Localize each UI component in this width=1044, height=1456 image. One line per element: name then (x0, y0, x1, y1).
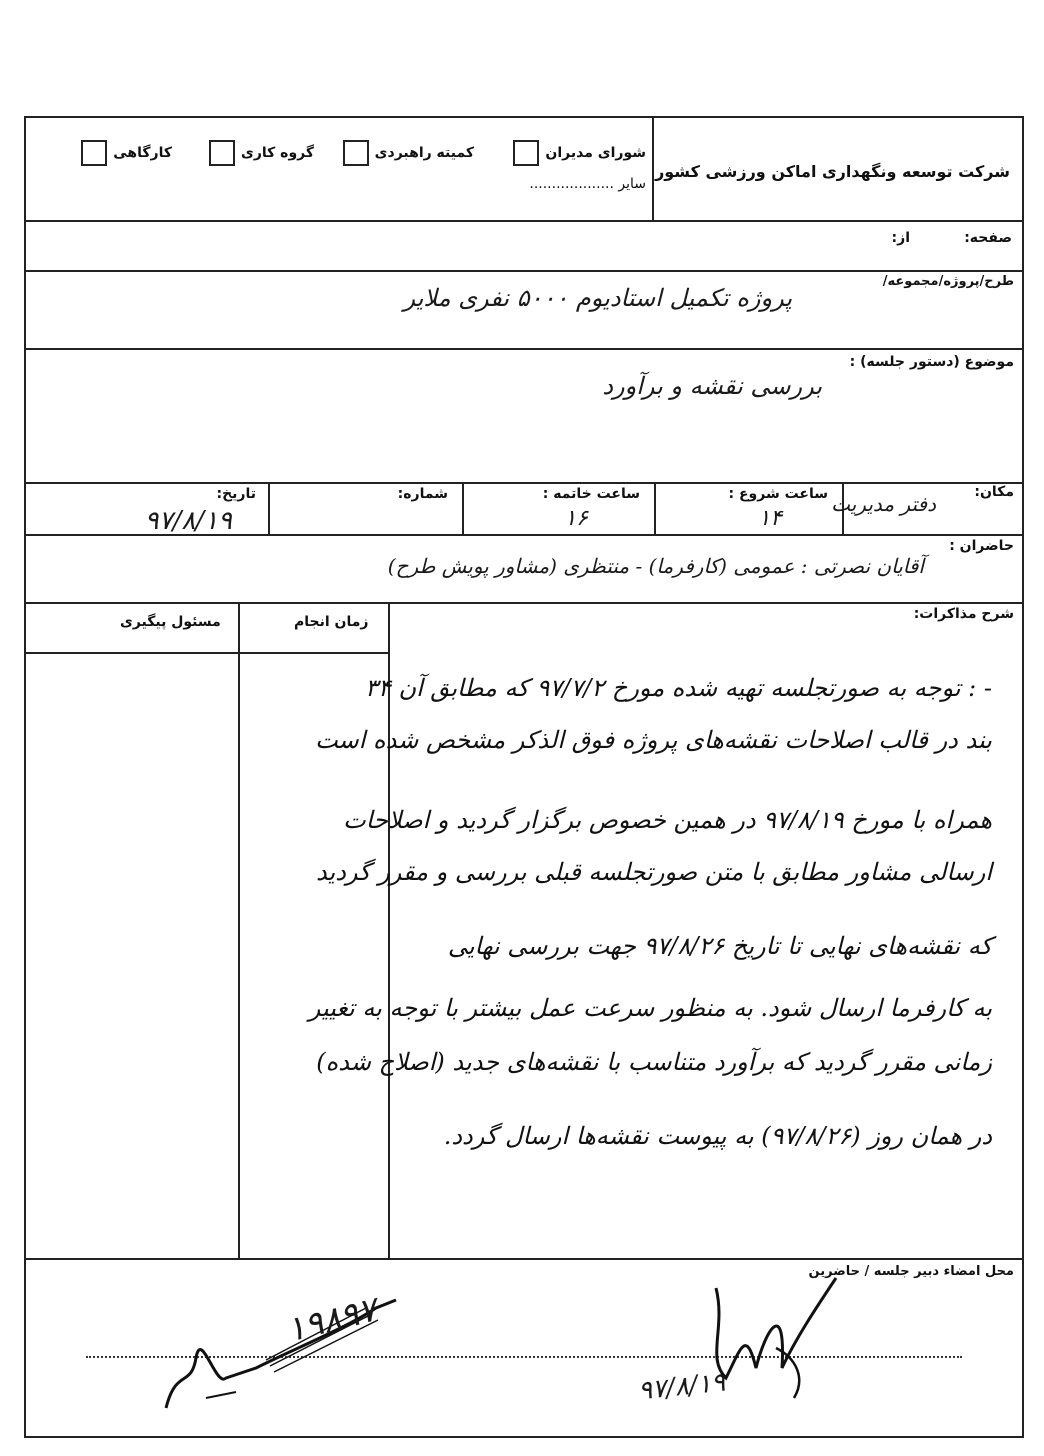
row-divider (26, 602, 1022, 604)
date-label: تاریخ: (216, 486, 256, 502)
row-divider (26, 534, 1022, 536)
discussion-line: - : توجه به صورتجلسه تهیه شده مورخ ۹۷/۷/۲ که مطابق آن ۳۴ (365, 674, 992, 702)
end-time-value: ۱۶ (564, 506, 588, 531)
start-time-value: ۱۴ (758, 506, 782, 531)
signature-left (146, 1268, 486, 1428)
number-label: شماره: (397, 486, 448, 502)
responsible-column-header: مسئول پیگیری (120, 614, 221, 630)
subject-label: موضوع (دستور جلسه) : (849, 354, 1014, 370)
col-divider (462, 482, 464, 534)
checkbox-workshop[interactable] (81, 140, 172, 166)
checkbox-label: کمیته راهبردی (374, 145, 474, 161)
checkbox-label: گروه کاری (241, 145, 314, 161)
checkbox-label: شورای مدیران (545, 145, 646, 161)
checkbox-box[interactable] (81, 140, 107, 166)
minutes-form (24, 116, 1024, 1438)
discussion-line: در همان روز (۹۷/۸/۲۶) به پیوست نقشه‌ها ارسال گردد. (443, 1122, 992, 1150)
place-value: دفتر مدیریت (831, 492, 936, 516)
row-divider (26, 348, 1022, 350)
checkbox-box[interactable] (343, 140, 369, 166)
row-divider (26, 652, 390, 654)
discussion-line: که نقشه‌های نهایی تا تاریخ ۹۷/۸/۲۶ جهت بررسی نهایی (447, 932, 992, 960)
col-divider (654, 482, 656, 534)
attendees-value: آقایان نصرتی : عمومی (کارفرما) - منتظری (مشاور پویش طرح) (387, 554, 924, 578)
discussion-label: شرح مذاکرات: (913, 606, 1014, 622)
row-divider (26, 1258, 1022, 1260)
date-value: ۹۷/۸/۱۹ (144, 506, 232, 536)
checkbox-strategic-committee[interactable] (343, 140, 474, 166)
subject-value: بررسی نقشه و برآورد (602, 372, 822, 400)
signature-number: ۱۹۸۹۷ (282, 1289, 381, 1351)
project-value: پروژه تکمیل استادیوم ۵۰۰۰ نفری ملایر (403, 284, 792, 312)
project-label: طرح/پروژه/مجموعه/ (882, 274, 1014, 289)
checkbox-working-group[interactable] (209, 140, 314, 166)
row-divider (26, 220, 1022, 222)
page-label: صفحه: (964, 230, 1012, 246)
checkbox-board-of-directors[interactable] (513, 140, 646, 166)
discussion-line: به کارفرما ارسال شود. به منظور سرعت عمل بیشتر با توجه به تغییر (308, 994, 992, 1022)
from-label: از: (891, 230, 910, 246)
checkbox-label: کارگاهی (113, 145, 172, 161)
discussion-line: ارسالی مشاور مطابق با متن صورتجلسه قبلی بررسی و مقرر گردید (315, 858, 992, 886)
other-label: سایر ................... (529, 176, 646, 192)
row-divider (26, 482, 1022, 484)
attendees-label: حاضران : (949, 538, 1014, 554)
discussion-line: زمانی مقرر گردید که برآورد متناسب با نقشه‌های جدید (اصلاح شده) (316, 1048, 992, 1076)
end-time-label: ساعت خاتمه : (542, 486, 640, 502)
row-divider (26, 270, 1022, 272)
header-divider (652, 118, 654, 220)
signature-date: ۹۷/۸/۱۹ (636, 1367, 727, 1407)
place-label: مکان: (974, 484, 1014, 500)
discussion-line: همراه با مورخ ۹۷/۸/۱۹ در همین خصوص برگزار گردید و اصلاحات (343, 806, 992, 834)
col-divider (268, 482, 270, 534)
company-name: شرکت توسعه ونگهداری اماکن ورزشی کشور (655, 162, 1010, 181)
checkbox-box[interactable] (513, 140, 539, 166)
checkbox-box[interactable] (209, 140, 235, 166)
discussion-line: بند در قالب اصلاحات نقشه‌های پروژه فوق الذکر مشخص شده است (315, 726, 992, 754)
col-divider (238, 602, 240, 1258)
signature-label: محل امضاء دبیر جلسه / حاضرین (808, 1264, 1014, 1279)
time-column-header: زمان انجام (294, 614, 369, 630)
start-time-label: ساعت شروع : (728, 486, 828, 502)
